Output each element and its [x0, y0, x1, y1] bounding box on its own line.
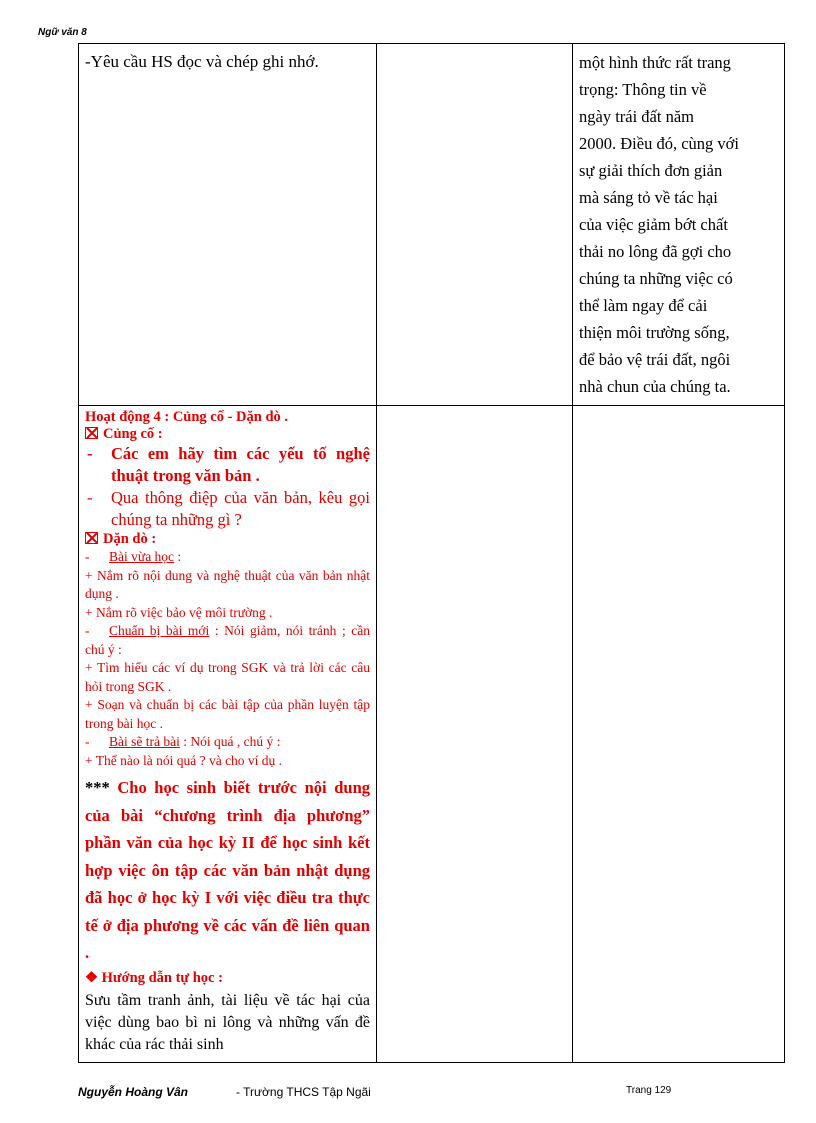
guide-label: Hướng dẫn tự học :	[101, 969, 223, 986]
subject-header: Ngữ văn 8	[38, 27, 87, 38]
footer-author: Nguyễn Hoàng Vân	[78, 1085, 189, 1099]
activity-cell	[79, 406, 377, 1063]
cung-co-heading	[85, 426, 370, 443]
content-cell	[573, 406, 785, 1063]
guide-heading	[85, 970, 370, 987]
checkbox-x-icon	[85, 532, 98, 544]
activity-title: Hoạt động 4 : Củng cố - Dặn dò .	[85, 409, 289, 425]
bai-vua-hoc-line	[85, 548, 370, 567]
footer-school: - Trường THCS Tập Ngãi	[236, 1085, 371, 1099]
table-row	[79, 406, 785, 1063]
dash-bullet: -	[87, 488, 93, 507]
checkbox-x-icon	[85, 427, 98, 439]
summary-line: chúng ta những việc có	[579, 269, 733, 288]
question-text: Các em hãy tìm các yếu tố nghệ thuật trong văn bản .	[111, 444, 370, 485]
summary-line: thiện môi trường sống,	[579, 323, 730, 342]
list-item: + Nắm rõ việc bảo vệ môi trường .	[85, 604, 273, 620]
student-activity-cell	[377, 406, 573, 1063]
note-paragraph	[85, 774, 370, 967]
chuan-bi-text: : Nói giảm, nói tránh ; cần chú ý :	[85, 623, 371, 657]
list-item: + Nắm rõ nội dung và nghệ thuật của văn bản nhật dụng .	[85, 567, 370, 601]
note-text: Cho học sinh biết trước nội dung của bài “chương trình địa phương” phần văn của học kỳ II để học sinh kết hợp việc ôn tập các văn bản nhật dụng đã học ở học kỳ I với việc điều tra thực tế ở địa phương về các vấn đề liên quan .	[85, 778, 371, 962]
bai-vua-hoc-label: Bài vừa học	[109, 549, 175, 564]
colon: :	[177, 549, 182, 564]
summary-line: ngày trái đất năm	[579, 107, 695, 126]
bai-se-tra-label: Bài sẽ trả bài	[109, 734, 180, 749]
dan-do-heading	[85, 531, 370, 548]
summary-text	[573, 44, 784, 405]
summary-line: một hình thức rất trang	[579, 53, 731, 72]
dash-bullet: -	[85, 549, 90, 564]
dash-bullet: -	[87, 444, 93, 463]
summary-line: sự giải thích đơn giản	[579, 161, 723, 180]
chuan-bi-line	[85, 622, 370, 659]
summary-line: 2000. Điều đó, cùng với	[579, 134, 739, 153]
table-row	[79, 44, 785, 406]
list-item	[85, 443, 370, 487]
list-item: + Thế nào là nói quá ? và cho ví dụ .	[85, 752, 283, 768]
list-item: + Tìm hiểu các ví dụ trong SGK và trả lời các câu hỏi trong SGK .	[85, 660, 370, 694]
list-item: + Soạn và chuẩn bị các bài tập của phần luyện tập trong bài học .	[85, 697, 370, 731]
summary-line: thể làm ngay để cải	[579, 296, 708, 315]
guide-text: Sưu tầm tranh ảnh, tài liệu về tác hại của việc dùng bao bì ni lông và những vấn đề khác của rác thải sinh	[85, 991, 370, 1053]
dash-bullet: -	[85, 623, 90, 638]
dash-bullet: -	[85, 734, 90, 749]
lesson-table	[78, 43, 785, 1063]
diamond-bullet-icon: ❖	[85, 969, 98, 986]
dan-do-label: Dặn dò :	[103, 531, 157, 547]
summary-line: thải no lông đã gợi cho	[579, 242, 732, 261]
teacher-activity-cell	[79, 44, 377, 406]
chuan-bi-label: Chuẩn bị bài mới	[109, 623, 210, 638]
cung-co-label: Củng cố :	[103, 426, 163, 442]
bai-se-tra-text: : Nói quá , chú ý :	[183, 734, 281, 749]
summary-line: mà sáng tỏ về tác hại	[579, 188, 718, 207]
student-activity-cell	[377, 44, 573, 406]
instruction-text: -Yêu cầu HS đọc và chép ghi nhớ.	[85, 52, 319, 71]
note-stars: ***	[85, 778, 110, 797]
summary-line: nhà chun của chúng ta.	[579, 377, 731, 396]
question-text: Qua thông điệp của văn bản, kêu gọi chúng ta những gì ?	[111, 488, 370, 529]
summary-line: của việc giảm bớt chất	[579, 215, 728, 234]
bai-se-tra-line	[85, 733, 370, 752]
content-cell	[573, 44, 785, 406]
summary-line: để bảo vệ trái đất, ngôi	[579, 350, 731, 369]
summary-line: trọng: Thông tin về	[579, 80, 707, 99]
page-number: Trang 129	[626, 1085, 672, 1096]
list-item	[85, 487, 370, 531]
